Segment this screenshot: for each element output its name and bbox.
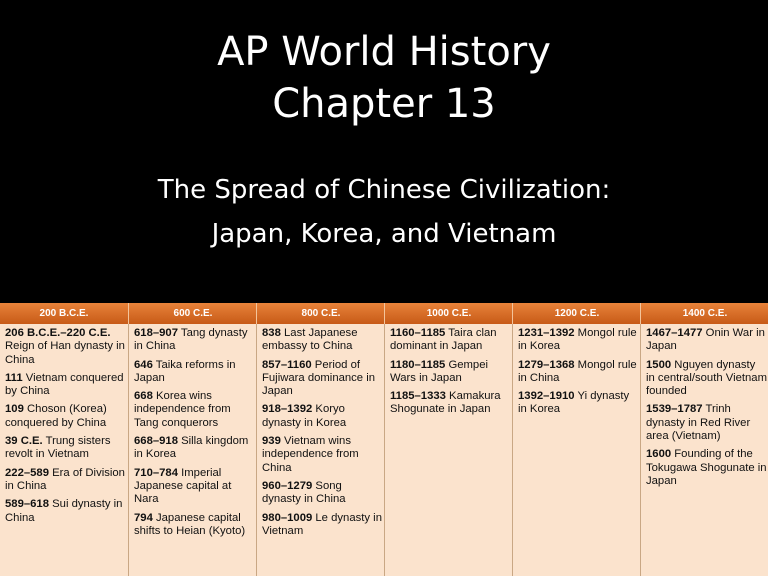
timeline-entry [5,372,126,399]
timeline-entry [262,435,383,475]
entry-text: Last Japanese embassy to China [262,327,358,353]
timeline-entry [646,448,767,488]
timeline-column-1400ce [646,327,767,576]
timeline-column-1000ce [390,327,511,576]
entry-text: Period of Fujiwara dominance in Japan [262,358,376,398]
entry-text: Koryo dynasty in Korea [262,403,347,429]
entry-date: 646 [134,358,153,371]
title-line-1: AP World History [217,29,551,75]
header-200bce: 200 B.C.E. [39,308,89,319]
slide-title [0,26,768,130]
entry-text: Yi dynasty in Korea [518,390,630,416]
timeline-entry [262,327,383,354]
timeline-entry [646,327,767,354]
timeline-entry [134,512,255,539]
timeline-entry [262,480,383,507]
entry-text: Mongol rule in China [518,358,637,384]
entry-date: 710–784 [134,466,178,479]
timeline-entry [262,512,383,539]
entry-text: Taira clan dominant in Japan [390,327,497,353]
timeline-entry [134,390,255,430]
timeline-entry [5,403,126,430]
timeline-entry [134,467,255,507]
entry-text: Imperial Japanese capital at Nara [134,466,232,506]
entry-date: 589–618 [5,498,49,511]
entry-text: Japanese capital shifts to Heian (Kyoto) [134,511,246,537]
header-1000ce: 1000 C.E. [384,303,513,324]
entry-date: 618–907 [134,327,178,339]
title-line-2: Chapter 13 [272,81,496,127]
timeline-entry [646,403,767,443]
divider [128,324,129,576]
entry-text: Choson (Korea) conquered by China [5,403,107,429]
entry-date: 1231–1392 [518,327,575,339]
entry-text: Mongol rule in Korea [518,327,637,353]
entry-text: Era of Division in China [5,466,125,492]
entry-date: 668 [134,390,153,403]
entry-text: Nguyen dynasty in central/south Vietnam founded [646,358,767,398]
entry-text: Onin War in Japan [646,327,765,353]
slide-subtitle [0,168,768,256]
timeline-image [0,303,768,576]
entry-text: Song dynasty in China [262,479,346,506]
entry-date: 222–589 [5,466,49,479]
timeline-entry [134,359,255,386]
entry-text: Vietnam wins independence from China [262,435,359,474]
entry-date: 1500 [646,358,672,371]
subtitle-line-1: The Spread of Chinese Civilization: [157,175,611,205]
timeline-entry [390,359,511,386]
divider [384,324,385,576]
timeline-entry [5,327,126,367]
entry-text: Reign of Han dynasty in China [5,340,125,366]
entry-date: 1180–1185 [390,358,446,371]
divider [256,324,257,576]
entry-date: 1392–1910 [518,390,575,403]
entry-text: Trinh dynasty in Red River area (Vietnam) [646,403,751,443]
timeline-entry [262,403,383,430]
header-800ce: 800 C.E. [256,303,385,324]
header-600ce: 600 C.E. [128,303,257,324]
entry-text: Taika reforms in Japan [134,358,236,384]
timeline-entry [518,390,639,417]
timeline-entry [134,435,255,462]
timeline-entry [518,327,639,354]
entry-text: Korea wins independence from Tang conquerors [134,390,231,429]
entry-date: 1600 [646,448,672,461]
header-1200ce: 1200 C.E. [512,303,641,324]
timeline-column-1200ce [518,327,639,576]
entry-date: 794 [134,511,153,524]
timeline-entry [134,327,255,354]
timeline-header [0,303,768,324]
subtitle-line-2: Japan, Korea, and Vietnam [211,219,557,249]
entry-date: 1539–1787 [646,403,703,416]
entry-text: Gempei Wars in Japan [390,358,489,384]
timeline-entry [646,359,767,399]
entry-date: 939 [262,435,281,448]
entry-date: 1467–1477 [646,327,703,339]
entry-date: 111 [5,371,23,384]
entry-date: 960–1279 [262,479,313,492]
timeline-entry [518,359,639,386]
timeline-entry [5,435,126,462]
header-1400ce: 1400 C.E. [640,303,768,324]
entry-date: 1279–1368 [518,358,575,371]
entry-date: 1160–1185 [390,327,446,339]
entry-text: Sui dynasty in China [5,498,123,524]
divider [640,324,641,576]
entry-text: Le dynasty in Vietnam [262,511,382,537]
entry-date: 857–1160 [262,358,312,371]
entry-date: 918–1392 [262,403,313,416]
entry-text: Kamakura Shogunate in Japan [390,390,501,416]
timeline-entry [5,467,126,494]
entry-text: Trung sisters revolt in Vietnam [5,435,111,461]
entry-date: 39 C.E. [5,435,43,448]
entry-text: Vietnam conquered by China [5,371,124,398]
entry-date: 206 B.C.E.–220 C.E. [5,327,111,339]
divider [512,324,513,576]
entry-text: Founding of the Tokugawa Shogunate in Japan [646,448,767,487]
timeline-column-600ce [134,327,255,576]
entry-text: Silla kingdom in Korea [134,435,249,461]
timeline-entry [390,327,511,354]
timeline-entry [262,359,383,399]
entry-date: 109 [5,403,24,416]
entry-date: 838 [262,327,281,339]
entry-date: 980–1009 [262,511,313,524]
timeline-column-800ce [262,327,383,576]
entry-date: 668–918 [134,435,178,448]
timeline-entry [390,390,511,417]
entry-text: Tang dynasty in China [134,327,248,353]
timeline-entry [5,498,126,525]
timeline-column-200bce [5,327,126,576]
entry-date: 1185–1333 [390,390,446,403]
